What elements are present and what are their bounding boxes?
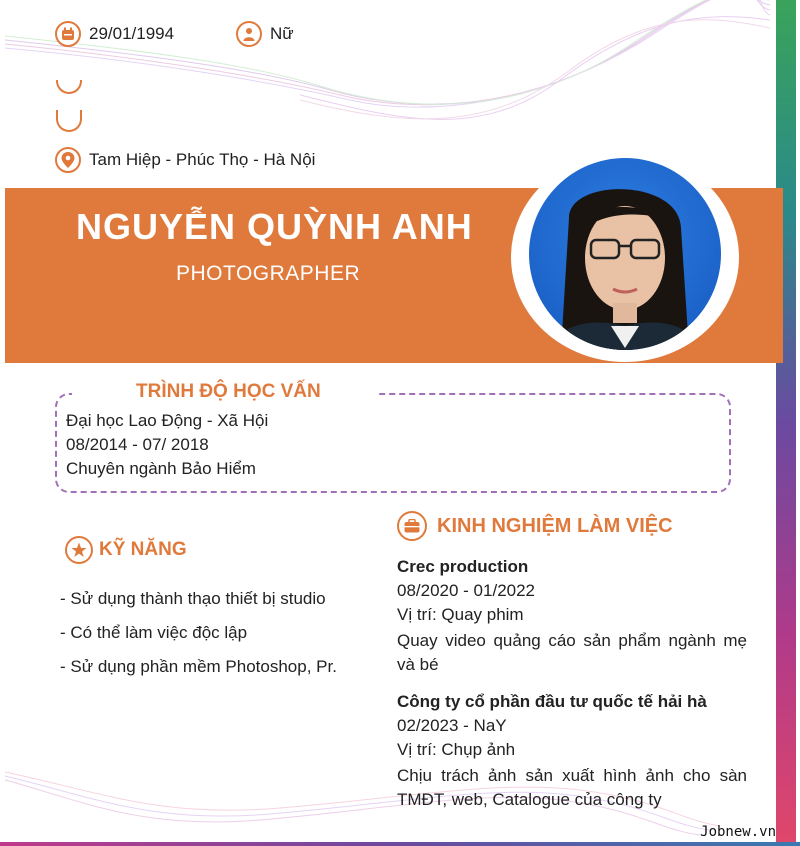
address-row (55, 147, 315, 173)
calendar-icon (55, 21, 81, 47)
skill-item: - Sử dụng phần mềm Photoshop, Pr. (60, 657, 337, 676)
birthdate-text: 29/01/1994 (89, 24, 175, 43)
job-company: Crec production (397, 557, 529, 576)
job-description: Chịu trách ảnh sản xuất hình ảnh cho sàn TMĐT, web, Catalogue của công ty (397, 766, 747, 809)
location-pin-icon (55, 147, 81, 173)
right-gradient-bar (776, 0, 796, 846)
education-heading: TRÌNH ĐỘ HỌC VẤN (136, 381, 321, 402)
gender-row (236, 21, 294, 47)
job-description: Quay video quảng cáo sản phẩm ngành mẹ và bé (397, 631, 747, 674)
skills-heading-row (65, 536, 187, 564)
job-title: PHOTOGRAPHER (176, 262, 361, 285)
job-period: 02/2023 - NaY (397, 716, 507, 735)
education-period: 08/2014 - 07/ 2018 (66, 435, 209, 454)
skills-heading: KỸ NĂNG (99, 539, 187, 560)
bottom-gradient-bar (0, 842, 800, 846)
address-text: Tam Hiệp - Phúc Thọ - Hà Nội (89, 150, 316, 169)
star-icon (65, 536, 93, 564)
gender-text: Nữ (270, 24, 294, 43)
education-school: Đại học Lao Động - Xã Hội (66, 411, 269, 430)
experience-heading-row (397, 511, 673, 541)
skill-item: - Sử dụng thành thạo thiết bị studio (60, 589, 326, 608)
watermark: Jobnew.vn (700, 824, 776, 840)
skill-item: - Có thể làm việc độc lập (60, 623, 248, 642)
job-position: Vị trí: Chụp ảnh (397, 740, 516, 759)
briefcase-icon (397, 511, 427, 541)
job-company: Công ty cổ phần đầu tư quốc tế hải hà (397, 692, 707, 711)
experience-heading: KINH NGHIỆM LÀM VIỆC (437, 514, 673, 537)
person-icon (236, 21, 262, 47)
education-major: Chuyên ngành Bảo Hiểm (66, 459, 256, 478)
phone-icon (56, 80, 82, 94)
email-icon (56, 110, 82, 132)
full-name: NGUYỄN QUỲNH ANH (76, 206, 473, 247)
profile-photo (529, 158, 721, 350)
birthdate-row (55, 21, 174, 47)
job-period: 08/2020 - 01/2022 (397, 581, 536, 600)
job-position: Vị trí: Quay phim (397, 605, 524, 624)
